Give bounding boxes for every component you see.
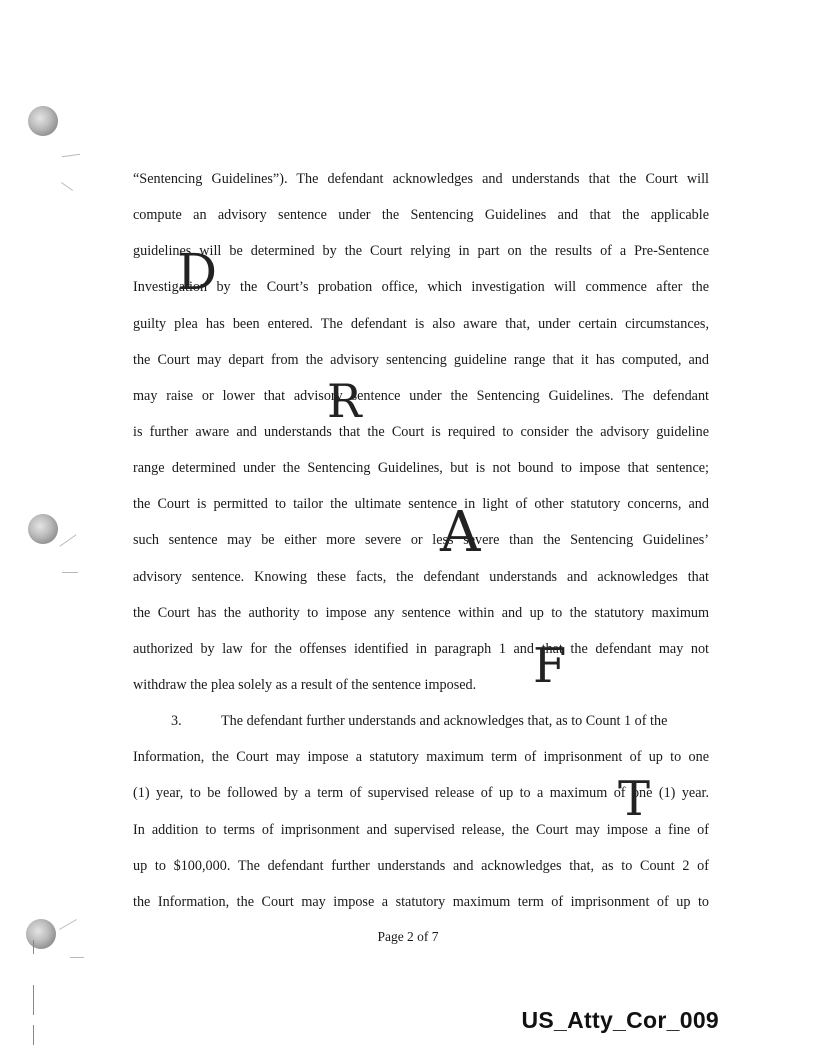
paragraph-number: 3. <box>171 713 182 730</box>
text-line: withdraw the plea solely as a result of the sentence imposed. <box>133 676 477 693</box>
text-line: such sentence may be either more severe or less severe than the Sentencing Guidelines’ <box>133 532 709 549</box>
scan-mark <box>62 154 80 157</box>
text-line: range determined under the Sentencing Guidelines, but is not bound to impose that sentence; <box>133 460 709 477</box>
text-line: The defendant further understands and acknowledges that, as to Count 1 of the <box>221 713 668 730</box>
watermark-letter-a: A <box>440 500 481 565</box>
scan-edge-mark <box>33 1025 34 1045</box>
scan-mark <box>61 182 73 191</box>
paragraph-3-first-line <box>133 703 709 739</box>
text-line: the Information, the Court may impose a statutory maximum term of imprisonment of up to <box>133 893 709 910</box>
punch-hole-middle <box>28 514 58 544</box>
watermark-letter-f: F <box>533 638 567 694</box>
text-line: the Court may depart from the advisory sentencing guideline range that it has computed, and <box>133 351 709 368</box>
text-line: Investigation by the Court’s probation office, which investigation will commence after the <box>133 279 709 296</box>
text-line: guidelines will be determined by the Court relying in part on the results of a Pre-Sentence <box>133 243 709 260</box>
text-line: may raise or lower that advisory sentence under the Sentencing Guidelines. The defendant <box>133 387 709 404</box>
text-line: advisory sentence. Knowing these facts, the defendant understands and acknowledges that <box>133 568 709 585</box>
scan-mark <box>62 572 78 573</box>
text-line: the Court has the authority to impose any sentence within and up to the statutory maximum <box>133 604 709 621</box>
scan-mark <box>60 534 77 546</box>
text-line: Information, the Court may impose a statutory maximum term of imprisonment of up to one <box>133 749 709 766</box>
scan-mark <box>70 957 84 958</box>
text-line: guilty plea has been entered. The defendant is also aware that, under certain circumstances, <box>133 315 709 332</box>
text-line: authorized by law for the offenses identified in paragraph 1 and that the defendant may not <box>133 640 709 657</box>
text-line: the Court is permitted to tailor the ultimate sentence in light of other statutory concerns, and <box>133 496 709 513</box>
text-line: In addition to terms of imprisonment and supervised release, the Court may impose a fine of <box>133 821 709 838</box>
document-id-stamp: US_Atty_Cor_009 <box>521 1007 719 1033</box>
text-line: up to $100,000. The defendant further understands and acknowledges that, as to Count 2 of <box>133 857 709 874</box>
page-number-footer: Page 2 of 7 <box>377 929 439 944</box>
text-line: compute an advisory sentence under the Sentencing Guidelines and that the applicable <box>133 207 709 224</box>
watermark-letter-d: D <box>177 243 218 301</box>
scan-edge-mark <box>33 985 34 1015</box>
watermark-letter-r: R <box>327 374 362 428</box>
watermark-letter-t: T <box>618 771 651 827</box>
punch-hole-top <box>28 106 58 136</box>
text-line: is further aware and understands that the Court is required to consider the advisory guideline <box>133 423 709 440</box>
text-line: “Sentencing Guidelines”). The defendant acknowledges and understands that the Court will <box>133 171 709 187</box>
text-line: (1) year, to be followed by a term of supervised release of up to a maximum of one (1) year. <box>133 785 709 802</box>
